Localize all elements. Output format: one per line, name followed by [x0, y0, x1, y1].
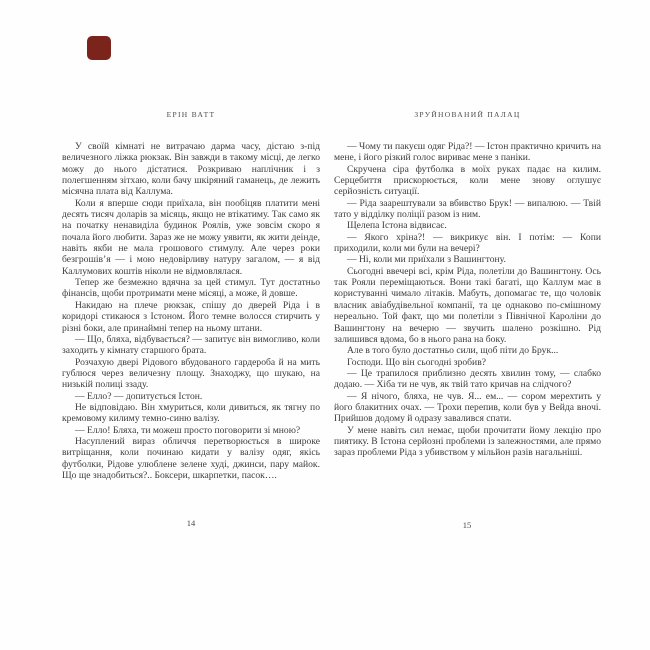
- left-page: [62, 110, 320, 481]
- paragraph: — Що, бляха, відбувається? — запитує він вимогливо, коли заходить у кімнату старшого брата.: [62, 333, 320, 357]
- right-page: [334, 110, 601, 459]
- paragraph: — Якого хріна?! — викрикує він. І потім: — Копи приходили, коли ми були на вечері?: [334, 231, 601, 255]
- paragraph: Коли я вперше сюди приїхала, він пообіцяв платити мені десять тисяч доларів за місяць, якщо не втікатиму. Так само як на початку ненавиділа будинок Роялів, уже зовсім скоро я почала його любити. Зараз же не можу уявити, як жити деінде, навіть якби не мала грошового стимулу. Але через роки безгрошів’я — і мою недовірливу натуру загалом, — я від Каллумових коштів ніколи не відмовлялася.: [62, 197, 320, 277]
- paragraph: Розчахую двері Рідового вбудованого гардероба й на мить гублюся через величезну площу. Знаходжу, що шукаю, на низькій полиці ззаду.: [62, 356, 320, 391]
- right-page-number: 15: [462, 520, 472, 530]
- left-page-number: 14: [186, 518, 196, 528]
- paragraph: Сьогодні ввечері всі, крім Ріда, полетіли до Вашингтону. Ось так Рояли переміщаються. Вони такі багаті, що Каллум має в користуванні чимало літаків. Мабуть, допомагає те, що чоловік власник авіабудівельної компанії, та це однаково по-смішному нереально. Той факт, що ми полетіли з Північної Кароліни до Вашингтону на вечерю — звучить шалено розкішно. Рід залишився вдома, бо в нього рана на боку.: [334, 265, 601, 345]
- right-running-head: ЗРУЙНОВАНИЙ ПАЛАЦ: [414, 110, 521, 119]
- paragraph: Але в того було достатньо сили, щоб піти до Брук...: [347, 345, 559, 357]
- paragraph: — Я нічого, бляха, не чув. Я... ем... — сором мерехтить у його блакитних очах. — Трохи перепив, коли був у Вейда вночі. Прийшов додому й одразу завалився спати.: [334, 390, 601, 425]
- paragraph: Щелепа Істона відвисає.: [347, 220, 447, 232]
- paragraph: — Ні, коли ми приїхали з Вашингтону.: [347, 254, 506, 266]
- paragraph: Насуплений вираз обличчя перетворюється в широке витріщання, коли починаю кидати у валізу одяг, якісь футболки, Рідове улюблене зелене худі, джинси, пару майок. Що ще знадобиться?.. Боксери, шкарпетки, пасок….: [62, 435, 320, 481]
- paragraph: Господи. Що він сьогодні зробив?: [347, 356, 486, 368]
- left-page-text: [62, 141, 320, 481]
- paragraph: У своїй кімнаті не витрачаю дарма часу, дістаю з-під величезного ліжка рюкзак. Він завжди в такому місці, де легко можу до нього дістатися. Розкриваю наплічник і з полегшенням зітхаю, коли бачу шкіряний гаманець, де лежить місячна плата від Каллума.: [62, 141, 320, 198]
- paragraph: Скручена сіра футболка в моїх руках падає на килим. Серцебиття прискорюється, коли мене знову оглушує серйозність ситуації.: [334, 163, 601, 198]
- paragraph: Не відповідаю. Він хмуриться, коли дивиться, як тягну по кремовому килиму темно-синю валізу.: [62, 401, 320, 425]
- bookmark-icon[interactable]: [87, 36, 111, 60]
- paragraph: Накидаю на плече рюкзак, спішу до дверей Ріда і в коридорі стикаюся з Істоном. Його темне волосся стирчить у різні боки, але принаймні тепер на ньому штани.: [62, 299, 320, 334]
- paragraph: — Це трапилося приблизно десять хвилин тому, — слабко додаю. — Хіба ти не чув, як твій тато кричав на слідчого?: [334, 367, 601, 391]
- left-running-head: ЕРІН ВАТТ: [166, 110, 216, 119]
- paragraph: — Ріда заарештували за вбивство Брук! — випалюю. — Твій тато у відділку поліції разом із ним.: [334, 197, 601, 221]
- paragraph: — Чому ти пакуєш одяг Ріда?! — Істон практично кричить на мене, і його різкий голос вириває мене з паніки.: [334, 141, 601, 164]
- paragraph: У мене навіть сил немає, щоби прочитати йому лекцію про пиятику. В Істона серйозні проблеми із залежностями, але прямо зараз проблеми Ріда з убивством у мільйон разів нагальніші.: [334, 424, 601, 459]
- paragraph: — Елло? — допитується Істон.: [75, 390, 203, 402]
- paragraph: — Елло! Бляха, ти можеш просто поговорити зі мною?: [75, 424, 301, 436]
- right-page-text: [334, 141, 601, 459]
- paragraph: Тепер же безмежно вдячна за цей стимул. Тут достатньо фінансів, щоби протримати мене місяці, а може, й довше.: [62, 277, 320, 300]
